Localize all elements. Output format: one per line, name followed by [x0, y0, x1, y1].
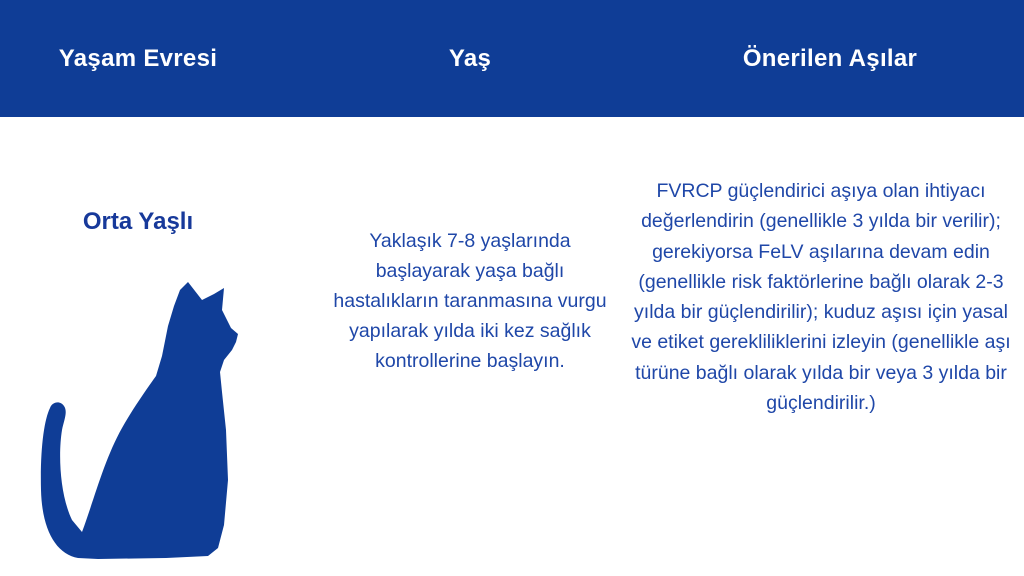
header-age: Yaş — [448, 44, 492, 72]
header-recommended-vaccines: Önerilen Aşılar — [742, 44, 918, 72]
header-life-stage: Yaşam Evresi — [58, 44, 218, 72]
vaccines-description: FVRCP güçlendirici aşıya olan ihtiyacı değerlendirin (genellikle 3 yılda bir verilir); gerekiyorsa FeLV aşılarına devam edin (genellikle risk faktörlerine bağlı olarak 2-3 yılda bir güçlendirilir); kuduz aşısı için yasal ve etiket gerekliliklerini izleyin (genellikle aşı türüne bağlı olarak yılda bir veya 3 yılda bir güçlendirilir.) — [631, 180, 1011, 415]
life-stage-label: Orta Yaşlı — [82, 208, 194, 235]
cat-icon — [38, 280, 248, 560]
table-header — [0, 0, 1024, 117]
age-description: Yaklaşık 7-8 yaşlarında başlayarak yaşa bağlı hastalıkların taranmasına vurgu yapılarak yılda iki kez sağlık kontrollerine başlayın. — [333, 230, 607, 372]
